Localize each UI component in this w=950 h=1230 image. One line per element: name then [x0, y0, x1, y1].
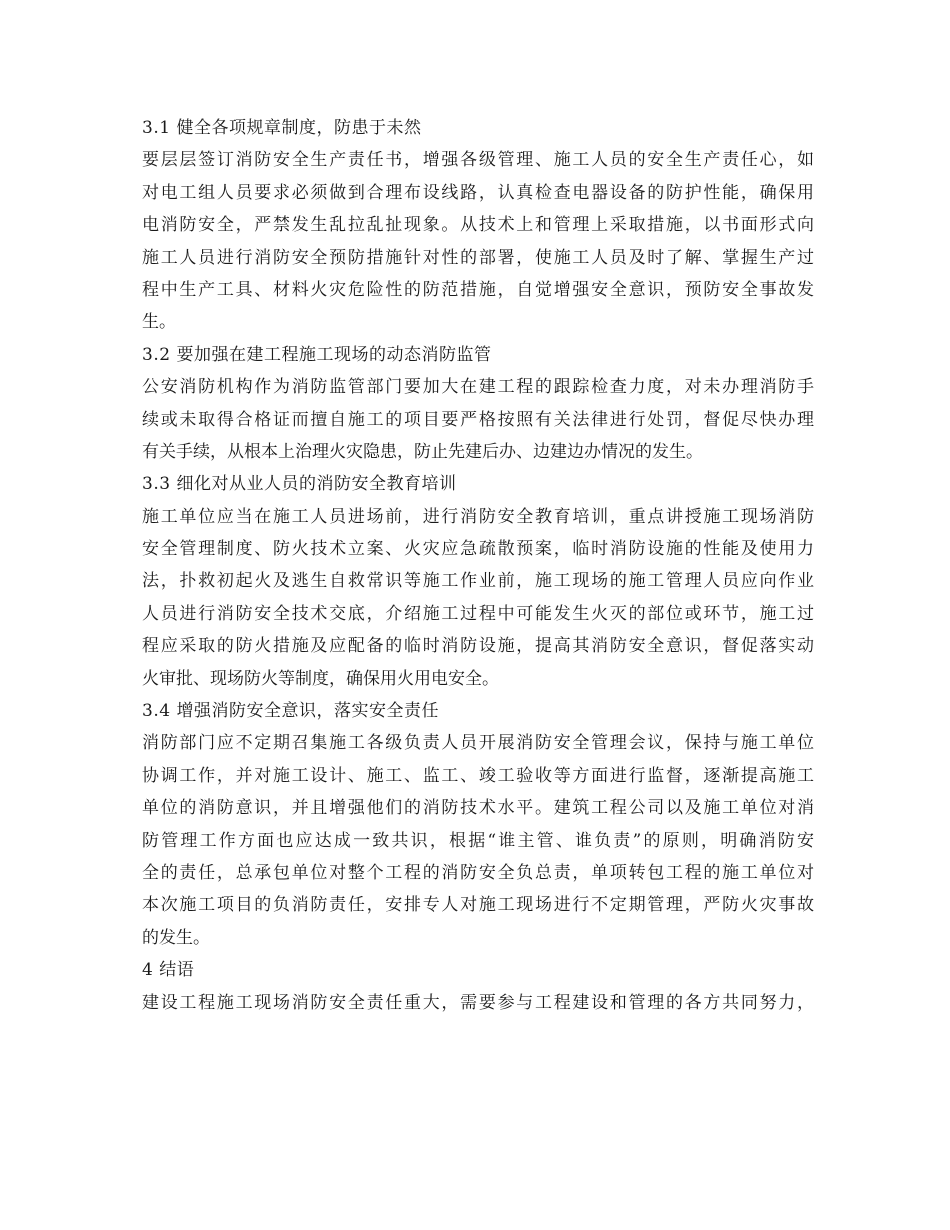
paragraph-line: 要层层签订消防安全生产责任书，增强各级管理、施工人员的安全生产责任心，如 — [142, 150, 814, 171]
paragraph-line: 全的责任，总承包单位对整个工程的消防安全负总责，单项转包工程的施工单位对 — [142, 862, 814, 883]
paragraph-line: 协调工作，并对施工设计、施工、监工、竣工验收等方面进行监督，逐渐提高施工 — [142, 765, 814, 786]
paragraph-line: 生。 — [142, 312, 176, 333]
paragraph-line: 程应采取的防火措施及应配备的临时消防设施，提高其消防安全意识，督促落实动 — [142, 636, 814, 657]
paragraph-line: 施工人员进行消防安全预防措施针对性的部署，使施工人员及时了解、掌握生产过 — [142, 247, 814, 268]
paragraph-line: 建设工程施工现场消防安全责任重大，需要参与工程建设和管理的各方共同努力， — [142, 992, 814, 1013]
document-page — [142, 112, 814, 1019]
paragraph-line: 本次施工项目的负消防责任，安排专人对施工现场进行不定期管理，严防火灾事故 — [142, 895, 814, 916]
section-heading: 3.4 增强消防安全意识，落实安全责任 — [142, 701, 439, 722]
section-heading: 4 结语 — [142, 960, 195, 981]
paragraph-line: 的发生。 — [142, 927, 210, 948]
paragraph-line: 法，扑救初起火及逃生自救常识等施工作业前，施工现场的施工管理人员应向作业 — [142, 571, 814, 592]
section-4 — [142, 954, 814, 1019]
paragraph-line: 对电工组人员要求必须做到合理布设线路，认真检查电器设备的防护性能，确保用 — [142, 182, 814, 203]
paragraph-line: 公安消防机构作为消防监管部门要加大在建工程的跟踪检查力度，对未办理消防手 — [142, 377, 814, 398]
section-3-4 — [142, 695, 814, 954]
section-3-3 — [142, 468, 814, 695]
section-3-2 — [142, 339, 814, 469]
paragraph-line: 施工单位应当在施工人员进场前，进行消防安全教育培训，重点讲授施工现场消防 — [142, 506, 814, 527]
paragraph-line: 程中生产工具、材料火灾危险性的防范措施，自觉增强安全意识，预防安全事故发 — [142, 279, 814, 300]
section-heading: 3.3 细化对从业人员的消防安全教育培训 — [142, 474, 457, 495]
paragraph-line: 续或未取得合格证而擅自施工的项目要严格按照有关法律进行处罚，督促尽快办理 — [142, 409, 814, 430]
section-heading: 3.2 要加强在建工程施工现场的动态消防监管 — [142, 344, 492, 365]
paragraph-line: 单位的消防意识，并且增强他们的消防技术水平。建筑工程公司以及施工单位对消 — [142, 798, 814, 819]
paragraph-line: 电消防安全，严禁发生乱拉乱扯现象。从技术上和管理上采取措施，以书面形式向 — [142, 215, 814, 236]
paragraph-line: 防管理工作方面也应达成一致共识，根据“谁主管、谁负责”的原则，明确消防安 — [142, 830, 814, 851]
paragraph-line: 安全管理制度、防火技术立案、火灾应急疏散预案，临时消防设施的性能及使用力 — [142, 539, 814, 560]
paragraph-line: 火审批、现场防火等制度，确保用火用电安全。 — [142, 668, 499, 689]
paragraph-line: 消防部门应不定期召集施工各级负责人员开展消防安全管理会议，保持与施工单位 — [142, 733, 814, 754]
section-heading: 3.1 健全各项规章制度，防患于未然 — [142, 118, 422, 138]
paragraph-line: 人员进行消防安全技术交底，介绍施工过程中可能发生火灭的部位或环节，施工过 — [142, 603, 814, 624]
section-3-1 — [142, 112, 814, 339]
paragraph-line: 有关手续，从根本上治理火灾隐患，防止先建后办、边建边办情况的发生。 — [142, 441, 703, 462]
